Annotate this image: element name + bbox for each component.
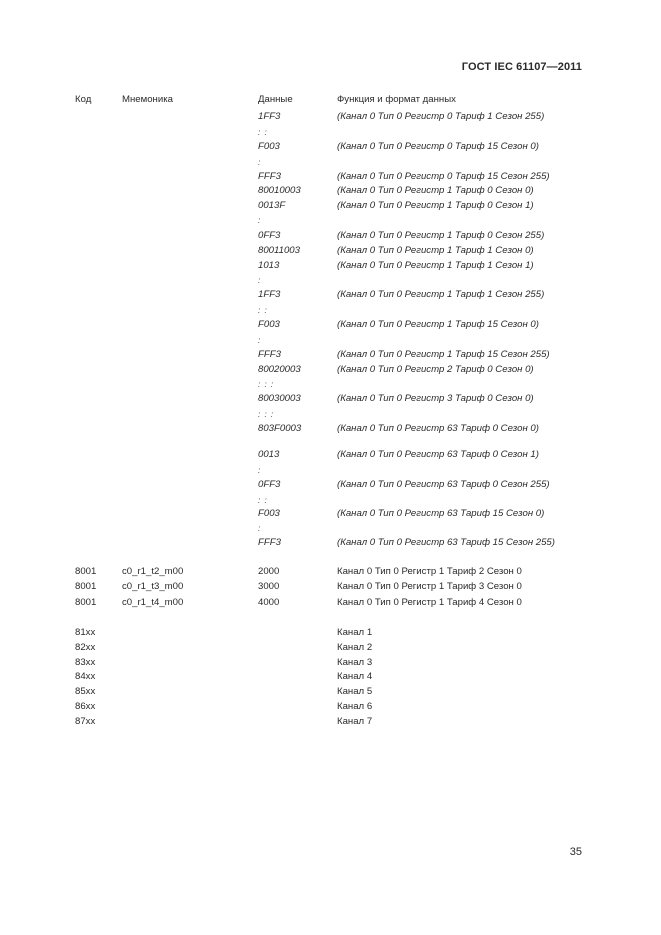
- table-row: [0, 170, 661, 183]
- data-cell: : :: [258, 128, 268, 137]
- data-cell: 803F0003: [258, 423, 302, 434]
- function-cell: (Канал 0 Тип 0 Регистр 1 Тариф 0 Сезон 0): [337, 185, 534, 196]
- data-cell: 80011003: [258, 245, 300, 256]
- function-cell: Канал 0 Тип 0 Регистр 1 Тариф 4 Сезон 0: [337, 597, 522, 608]
- data-cell: 0FF3: [258, 479, 281, 490]
- table-row: [0, 229, 661, 242]
- table-row: [0, 140, 661, 153]
- data-cell: :: [258, 524, 262, 533]
- data-cell: : :: [258, 496, 268, 505]
- table-row: [0, 626, 661, 639]
- data-cell: FFF3: [258, 171, 281, 182]
- data-cell: : : :: [258, 410, 275, 419]
- kod-cell: 85xx: [75, 686, 96, 697]
- function-cell: Канал 1: [337, 627, 373, 638]
- table-row: [0, 478, 661, 491]
- table-row: [0, 448, 661, 461]
- data-cell: 80030003: [258, 393, 301, 404]
- column-header-data: Данные: [258, 94, 293, 105]
- mnemonic-cell: c0_r1_t3_m00: [122, 581, 184, 592]
- table-row: [0, 199, 661, 212]
- data-cell: : :: [258, 306, 268, 315]
- function-cell: (Канал 0 Тип 0 Регистр 63 Тариф 0 Сезон 1): [337, 449, 539, 460]
- function-cell: Канал 6: [337, 701, 373, 712]
- function-cell: Канал 3: [337, 657, 373, 668]
- table-row: [0, 536, 661, 549]
- table-row: [0, 670, 661, 683]
- kod-cell: 81xx: [75, 627, 96, 638]
- table-separator-row: [0, 126, 661, 139]
- table-row: [0, 596, 661, 609]
- function-cell: (Канал 0 Тип 0 Регистр 2 Тариф 0 Сезон 0): [337, 364, 534, 375]
- data-cell: F003: [258, 319, 280, 330]
- function-cell: Канал 2: [337, 642, 373, 653]
- function-cell: Канал 0 Тип 0 Регистр 1 Тариф 3 Сезон 0: [337, 581, 522, 592]
- table-row: [0, 656, 661, 669]
- data-cell: 2000: [258, 566, 280, 577]
- kod-cell: 8001: [75, 566, 97, 577]
- data-cell: 0013F: [258, 200, 286, 211]
- function-cell: (Канал 0 Тип 0 Регистр 3 Тариф 0 Сезон 0): [337, 393, 534, 404]
- page-number: 35: [569, 846, 582, 858]
- function-cell: (Канал 0 Тип 0 Регистр 0 Тариф 15 Сезон 255): [337, 171, 550, 182]
- kod-cell: 8001: [75, 597, 97, 608]
- table-row: [0, 318, 661, 331]
- data-cell: FFF3: [258, 349, 281, 360]
- data-cell: :: [258, 276, 262, 285]
- function-cell: (Канал 0 Тип 0 Регистр 1 Тариф 0 Сезон 1): [337, 200, 534, 211]
- function-cell: (Канал 0 Тип 0 Регистр 1 Тариф 15 Сезон 255): [337, 349, 550, 360]
- table-row: [0, 184, 661, 197]
- function-cell: Канал 5: [337, 686, 373, 697]
- data-cell: 3000: [258, 581, 280, 592]
- data-cell: 1013: [258, 260, 280, 271]
- function-cell: (Канал 0 Тип 0 Регистр 1 Тариф 15 Сезон 0): [337, 319, 539, 330]
- table-separator-row: [0, 494, 661, 507]
- function-cell: Канал 7: [337, 716, 373, 727]
- table-separator-row: [0, 274, 661, 287]
- data-cell: :: [258, 216, 262, 225]
- function-cell: (Канал 0 Тип 0 Регистр 1 Тариф 1 Сезон 1): [337, 260, 534, 271]
- table-separator-row: [0, 304, 661, 317]
- table-row: [0, 580, 661, 593]
- function-cell: (Канал 0 Тип 0 Регистр 1 Тариф 1 Сезон 0): [337, 245, 534, 256]
- mnemonic-cell: c0_r1_t4_m00: [122, 597, 184, 608]
- table-separator-row: [0, 378, 661, 391]
- data-cell: 4000: [258, 597, 280, 608]
- data-cell: F003: [258, 141, 280, 152]
- table-row: [0, 641, 661, 654]
- data-cell: 1FF3: [258, 111, 281, 122]
- function-cell: (Канал 0 Тип 0 Регистр 0 Тариф 1 Сезон 255): [337, 111, 545, 122]
- function-cell: (Канал 0 Тип 0 Регистр 1 Тариф 0 Сезон 255): [337, 230, 545, 241]
- table-separator-row: [0, 408, 661, 421]
- function-cell: (Канал 0 Тип 0 Регистр 0 Тариф 15 Сезон 0): [337, 141, 539, 152]
- table-row: [0, 507, 661, 520]
- mnemonic-cell: c0_r1_t2_m00: [122, 566, 184, 577]
- kod-cell: 82xx: [75, 642, 96, 653]
- column-header-mnemonics: Мнемоника: [122, 94, 173, 105]
- table-row: [0, 363, 661, 376]
- function-cell: (Канал 0 Тип 0 Регистр 63 Тариф 0 Сезон 0): [337, 423, 539, 434]
- function-cell: Канал 0 Тип 0 Регистр 1 Тариф 2 Сезон 0: [337, 566, 522, 577]
- table-separator-row: [0, 522, 661, 535]
- function-cell: Канал 4: [337, 671, 373, 682]
- table-separator-row: [0, 464, 661, 477]
- table-row: [0, 422, 661, 435]
- table-row: [0, 110, 661, 123]
- table-separator-row: [0, 214, 661, 227]
- table-row: [0, 348, 661, 361]
- table-separator-row: [0, 156, 661, 169]
- column-header-function: Функция и формат данных: [337, 94, 456, 105]
- data-cell: :: [258, 336, 262, 345]
- data-cell: : : :: [258, 380, 275, 389]
- kod-cell: 84xx: [75, 671, 96, 682]
- data-cell: 1FF3: [258, 289, 281, 300]
- table-row: [0, 565, 661, 578]
- data-cell: 0FF3: [258, 230, 281, 241]
- data-cell: FFF3: [258, 537, 281, 548]
- kod-cell: 87xx: [75, 716, 96, 727]
- document-header: ГОСТ IEC 61107—2011: [461, 61, 582, 73]
- function-cell: (Канал 0 Тип 0 Регистр 63 Тариф 15 Сезон 255): [337, 537, 555, 548]
- function-cell: (Канал 0 Тип 0 Регистр 63 Тариф 0 Сезон 255): [337, 479, 550, 490]
- table-row: [0, 715, 661, 728]
- data-cell: F003: [258, 508, 280, 519]
- table-row: [0, 288, 661, 301]
- kod-cell: 83xx: [75, 657, 96, 668]
- table-row: [0, 244, 661, 257]
- data-cell: 80010003: [258, 185, 301, 196]
- data-cell: 0013: [258, 449, 280, 460]
- data-cell: :: [258, 466, 262, 475]
- table-row: [0, 685, 661, 698]
- table-separator-row: [0, 334, 661, 347]
- function-cell: (Канал 0 Тип 0 Регистр 1 Тариф 1 Сезон 255): [337, 289, 545, 300]
- table-row: [0, 700, 661, 713]
- kod-cell: 8001: [75, 581, 97, 592]
- kod-cell: 86xx: [75, 701, 96, 712]
- function-cell: (Канал 0 Тип 0 Регистр 63 Тариф 15 Сезон 0): [337, 508, 545, 519]
- data-cell: 80020003: [258, 364, 301, 375]
- column-header-kod: Код: [75, 94, 92, 105]
- data-cell: :: [258, 158, 262, 167]
- table-row: [0, 259, 661, 272]
- table-row: [0, 392, 661, 405]
